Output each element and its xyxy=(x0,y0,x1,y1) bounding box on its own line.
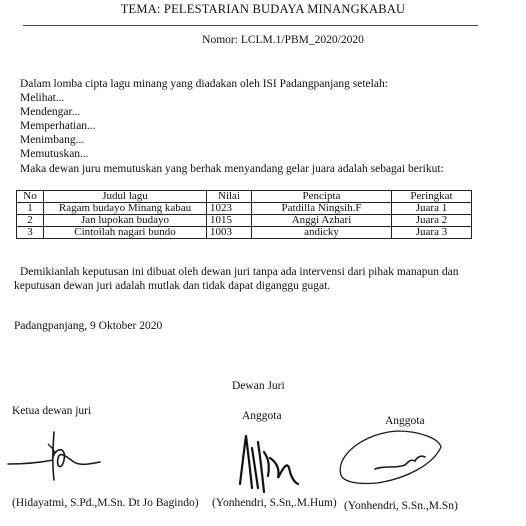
table-header-row xyxy=(17,191,472,203)
column-header-rank: Peringkat xyxy=(392,191,472,203)
member-1-signature xyxy=(232,428,302,505)
table-row xyxy=(17,215,472,227)
closing-line-1: Demikianlah keputusan ini dibuat oleh dewan juri tanpa ada intervensi dari pihak manapun dan xyxy=(20,266,459,278)
cell-rank: Juara 3 xyxy=(392,227,472,239)
conclusion-line: Maka dewan juru memutuskan yang berhak menyandang gelar juara adalah sebagai berikut: xyxy=(20,163,444,175)
table-row xyxy=(17,203,472,215)
step-item: Memperhatian... xyxy=(20,120,96,132)
cell-score: 1003 xyxy=(207,227,252,239)
cell-no: 2 xyxy=(17,215,44,227)
chair-label: Ketua dewan juri xyxy=(12,405,92,417)
step-item: Menimbang... xyxy=(20,134,85,146)
column-header-score: Nilai xyxy=(207,191,252,203)
cell-title: Jan lupokan budayo xyxy=(44,215,207,227)
member-1-name: (Yonhendri, S.Sn,.M.Hum) xyxy=(212,497,337,509)
member-2-label: Anggota xyxy=(385,415,425,427)
cell-title: Cintoilah nagari bundo xyxy=(44,227,207,239)
cell-rank: Juara 1 xyxy=(392,203,472,215)
winners-table xyxy=(16,190,472,239)
document-title: TEMA: PELESTARIAN BUDAYA MINANGKABAU xyxy=(120,2,406,16)
document-number: Nomor: LCLM.1/PBM_2020/2020 xyxy=(202,34,364,46)
cell-score: 1023 xyxy=(207,203,252,215)
chair-signature xyxy=(8,418,108,495)
table-row xyxy=(17,227,472,239)
member-1-label: Anggota xyxy=(242,410,282,422)
cell-composer: andicky xyxy=(252,227,392,239)
intro-line: Dalam lomba cipta lagu minang yang diadakan oleh ISI Padangpanjang setelah: xyxy=(20,78,388,90)
cell-title: Ragam budayo Minang kabau xyxy=(44,203,207,215)
member-2-name: (Yonhendri, S.Sn.,M.Sn) xyxy=(344,500,458,512)
member-2-signature xyxy=(335,425,450,500)
cell-rank: Juara 2 xyxy=(392,215,472,227)
column-header-no: No xyxy=(17,191,44,203)
column-header-composer: Pencipta xyxy=(252,191,392,203)
place-date: Padangpanjang, 9 Oktober 2020 xyxy=(14,320,163,332)
closing-line-2: keputusan dewan juri adalah mutlak dan tidak dapat diganggu gugat. xyxy=(14,280,331,292)
column-header-title: Judul lagu xyxy=(44,191,207,203)
title-divider xyxy=(23,25,478,26)
step-item: Melihat... xyxy=(20,92,65,104)
step-item: Memutuskan... xyxy=(20,148,89,160)
cell-no: 3 xyxy=(17,227,44,239)
step-item: Mendengar... xyxy=(20,106,81,118)
cell-composer: Patdilla Ningsih.F xyxy=(252,203,392,215)
jury-heading: Dewan Juri xyxy=(232,380,285,392)
cell-no: 1 xyxy=(17,203,44,215)
cell-composer: Anggi Azhari xyxy=(252,215,392,227)
chair-name: (Hidayatmi, S.Pd.,M.Sn. Dt Jo Bagindo) xyxy=(12,497,199,509)
cell-score: 1015 xyxy=(207,215,252,227)
